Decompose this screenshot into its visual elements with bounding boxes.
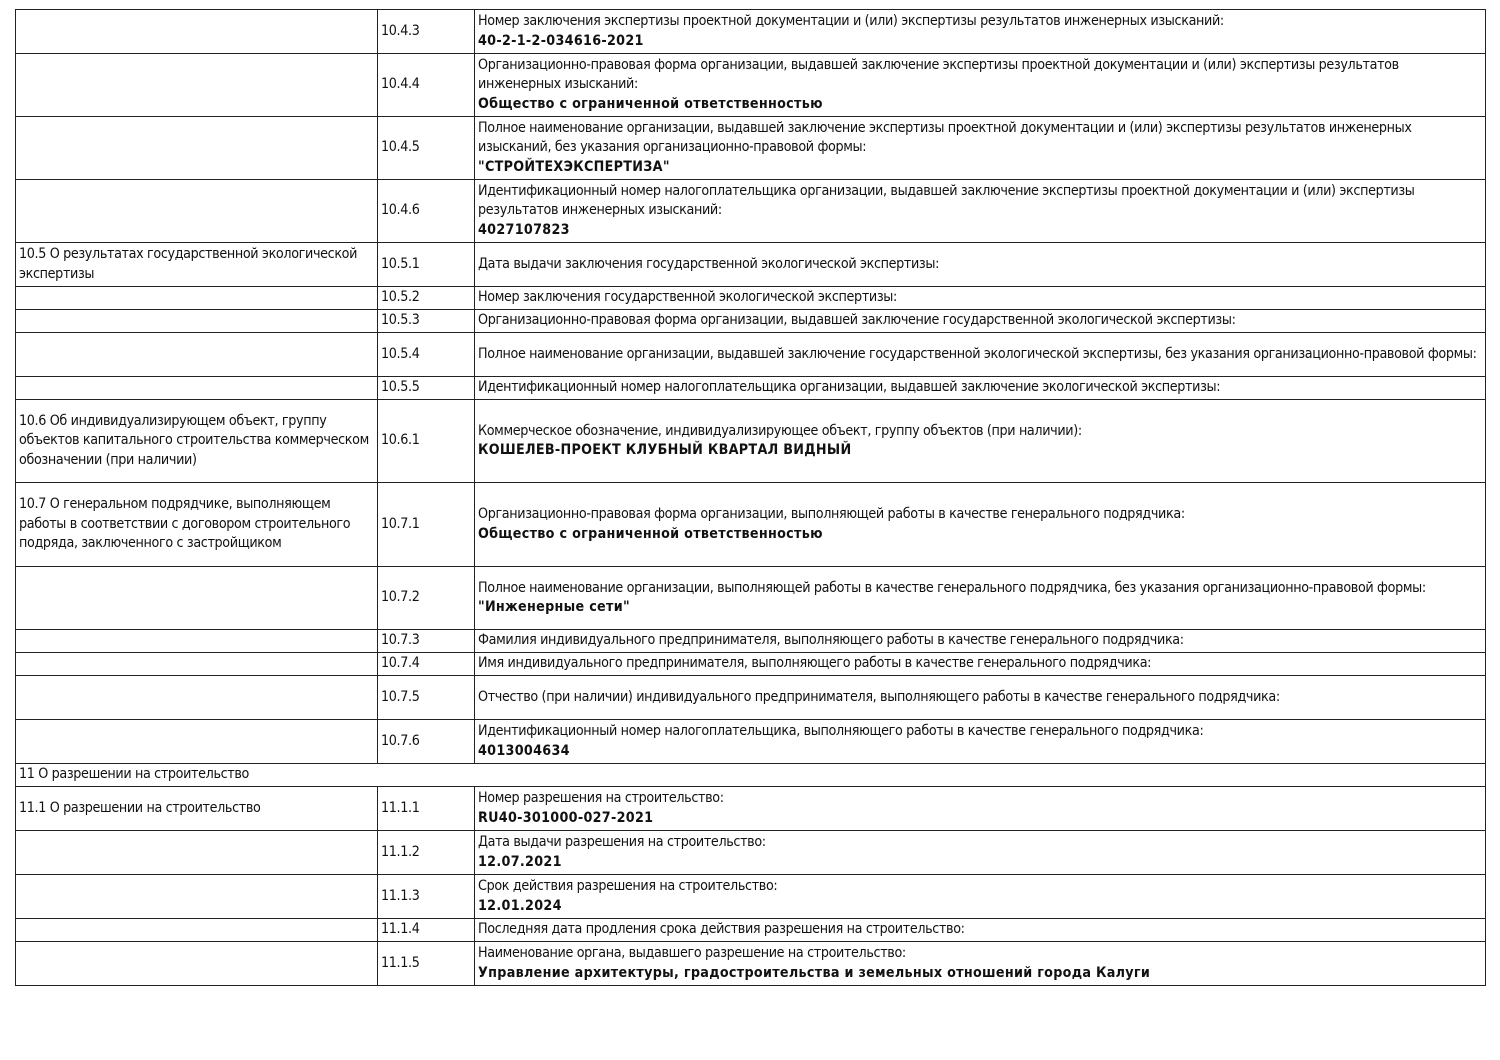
item-cell: [475, 720, 1486, 764]
section-cell: [16, 720, 378, 764]
item-value: 12.01.2024: [478, 897, 562, 914]
section-cell: [16, 333, 378, 377]
item-code: 10.5.2: [378, 287, 475, 310]
item-value: "СТРОЙТЕХЭКСПЕРТИЗА": [478, 158, 670, 175]
item-cell: [475, 942, 1486, 986]
item-label: Дата выдачи заключения государственной экологической экспертизы:: [478, 255, 940, 272]
item-code: 10.5.1: [378, 243, 475, 287]
item-value: КОШЕЛЕВ-ПРОЕКТ КЛУБНЫЙ КВАРТАЛ ВИДНЫЙ: [478, 442, 852, 458]
section-heading-row: [16, 764, 1486, 787]
item-label: Организационно-правовая форма организации, выдавшей заключение экспертизы проектной документации и (или) экспертизы результатов инженерных изысканий:: [478, 56, 1399, 93]
table-row: [16, 787, 1486, 831]
item-cell: [475, 831, 1486, 875]
item-cell: [475, 787, 1486, 831]
table-row: [16, 653, 1486, 676]
section-cell: [16, 287, 378, 310]
section-cell: 11.1 О разрешении на строительство: [16, 787, 378, 831]
item-cell: [475, 567, 1486, 630]
item-label: Идентификационный номер налогоплательщика, выполняющего работы в качестве генерального подрядчика:: [478, 723, 1204, 739]
item-cell: [475, 377, 1486, 400]
item-cell: [475, 310, 1486, 333]
item-code: 11.1.2: [378, 831, 475, 875]
item-code: 11.1.1: [378, 787, 475, 831]
table-row: [16, 287, 1486, 310]
table-row: [16, 310, 1486, 333]
item-code: 10.5.4: [378, 333, 475, 377]
section-cell: [16, 180, 378, 243]
item-code: 10.7.6: [378, 720, 475, 764]
table-row: [16, 831, 1486, 875]
table-row: [16, 919, 1486, 942]
item-cell: [475, 400, 1486, 483]
item-value: 12.07.2021: [478, 853, 562, 870]
item-cell: [475, 333, 1486, 377]
item-code: 10.4.6: [378, 180, 475, 243]
item-code: 11.1.4: [378, 919, 475, 942]
item-cell: [475, 243, 1486, 287]
item-code: 10.7.3: [378, 630, 475, 653]
item-label: Наименование органа, выдавшего разрешение на строительство:: [478, 945, 906, 961]
item-label: Коммерческое обозначение, индивидуализирующее объект, группу объектов (при наличии):: [478, 422, 1082, 439]
table-row: [16, 10, 1486, 54]
item-cell: [475, 630, 1486, 653]
item-label: Полное наименование организации, выполняющей работы в качестве генерального подрядчика, без указания организационно-правовой формы:: [478, 579, 1426, 596]
item-label: Дата выдачи разрешения на строительство:: [478, 834, 766, 850]
section-cell: [16, 653, 378, 676]
item-label: Отчество (при наличии) индивидуального предпринимателя, выполняющего работы в качестве генерального подрядчика:: [478, 688, 1280, 705]
item-code: 10.7.5: [378, 676, 475, 720]
item-cell: [475, 180, 1486, 243]
table-row: [16, 54, 1486, 117]
item-value: Общество с ограниченной ответственностью: [478, 525, 823, 542]
item-cell: [475, 10, 1486, 54]
table-row: [16, 483, 1486, 567]
section-cell: 10.6 Об индивидуализирующем объект, группу объектов капитального строительства коммерческом обозначении (при наличии): [16, 400, 378, 483]
table-row: [16, 400, 1486, 483]
item-label: Номер разрешения на строительство:: [478, 790, 724, 806]
item-value: 4013004634: [478, 742, 570, 759]
item-cell: [475, 287, 1486, 310]
item-cell: [475, 653, 1486, 676]
table-row: [16, 567, 1486, 630]
section-cell: 10.5 О результатах государственной экологической экспертизы: [16, 243, 378, 287]
section-cell: [16, 117, 378, 180]
item-cell: [475, 117, 1486, 180]
item-code: 10.5.5: [378, 377, 475, 400]
item-cell: [475, 54, 1486, 117]
table-row: [16, 333, 1486, 377]
section-cell: [16, 919, 378, 942]
section-cell: [16, 54, 378, 117]
item-code: 10.4.3: [378, 10, 475, 54]
item-code: 10.7.4: [378, 653, 475, 676]
item-label: Последняя дата продления срока действия разрешения на строительство:: [478, 921, 965, 938]
item-value: Управление архитектуры, градостроительства и земельных отношений города Калуги: [478, 964, 1151, 981]
section-cell: 10.7 О генеральном подрядчике, выполняющем работы в соответствии с договором строительного подряда, заключенного с застройщиком: [16, 483, 378, 567]
item-label: Идентификационный номер налогоплательщика организации, выдавшей заключение экспертизы проектной документации и (или) экспертизы результатов инженерных изысканий:: [478, 182, 1415, 219]
table-row: [16, 377, 1486, 400]
item-label: Идентификационный номер налогоплательщика организации, выдавшей заключение экологической экспертизы:: [478, 379, 1221, 396]
item-code: 11.1.5: [378, 942, 475, 986]
item-code: 10.7.2: [378, 567, 475, 630]
section-cell: [16, 875, 378, 919]
item-label: Полное наименование организации, выдавшей заключение экспертизы проектной документации и (или) экспертизы результатов инженерных изысканий, без указания организационно-правовой формы:: [478, 119, 1412, 156]
section-cell: [16, 310, 378, 333]
table-row: [16, 630, 1486, 653]
section-cell: [16, 942, 378, 986]
section-cell: [16, 377, 378, 400]
item-label: Организационно-правовая форма организации, выдавшей заключение государственной экологической экспертизы:: [478, 312, 1236, 329]
table-row: [16, 875, 1486, 919]
section-cell: [16, 676, 378, 720]
item-code: 10.4.5: [378, 117, 475, 180]
item-code: 10.7.1: [378, 483, 475, 567]
item-cell: [475, 676, 1486, 720]
section-cell: [16, 831, 378, 875]
item-code: 10.4.4: [378, 54, 475, 117]
section-cell: [16, 10, 378, 54]
item-value: 40-2-1-2-034616-2021: [478, 32, 644, 49]
item-cell: [475, 919, 1486, 942]
item-label: Полное наименование организации, выдавшей заключение государственной экологической экспертизы, без указания организационно-правовой формы:: [478, 345, 1477, 362]
item-value: 4027107823: [478, 221, 570, 238]
item-value: "Инженерные сети": [478, 599, 630, 615]
table-row: [16, 942, 1486, 986]
section-heading: 11 О разрешении на строительство: [16, 764, 1486, 787]
section-cell: [16, 630, 378, 653]
table-row: [16, 720, 1486, 764]
item-label: Организационно-правовая форма организации, выполняющей работы в качестве генерального подрядчика:: [478, 506, 1185, 522]
item-label: Номер заключения экспертизы проектной документации и (или) экспертизы результатов инженерных изысканий:: [478, 13, 1224, 29]
item-code: 10.6.1: [378, 400, 475, 483]
item-label: Номер заключения государственной экологической экспертизы:: [478, 289, 897, 306]
item-value: RU40-301000-027-2021: [478, 809, 654, 826]
item-label: Срок действия разрешения на строительство:: [478, 878, 778, 894]
table-row: [16, 180, 1486, 243]
item-code: 10.5.3: [378, 310, 475, 333]
section-cell: [16, 567, 378, 630]
project-declaration-table: [15, 9, 1486, 986]
item-label: Фамилия индивидуального предпринимателя, выполняющего работы в качестве генерального подрядчика:: [478, 632, 1184, 649]
item-label: Имя индивидуального предпринимателя, выполняющего работы в качестве генерального подрядчика:: [478, 655, 1152, 672]
table-row: [16, 676, 1486, 720]
item-value: Общество с ограниченной ответственностью: [478, 95, 823, 112]
item-cell: [475, 483, 1486, 567]
item-code: 11.1.3: [378, 875, 475, 919]
item-cell: [475, 875, 1486, 919]
table-row: [16, 117, 1486, 180]
table-row: [16, 243, 1486, 287]
